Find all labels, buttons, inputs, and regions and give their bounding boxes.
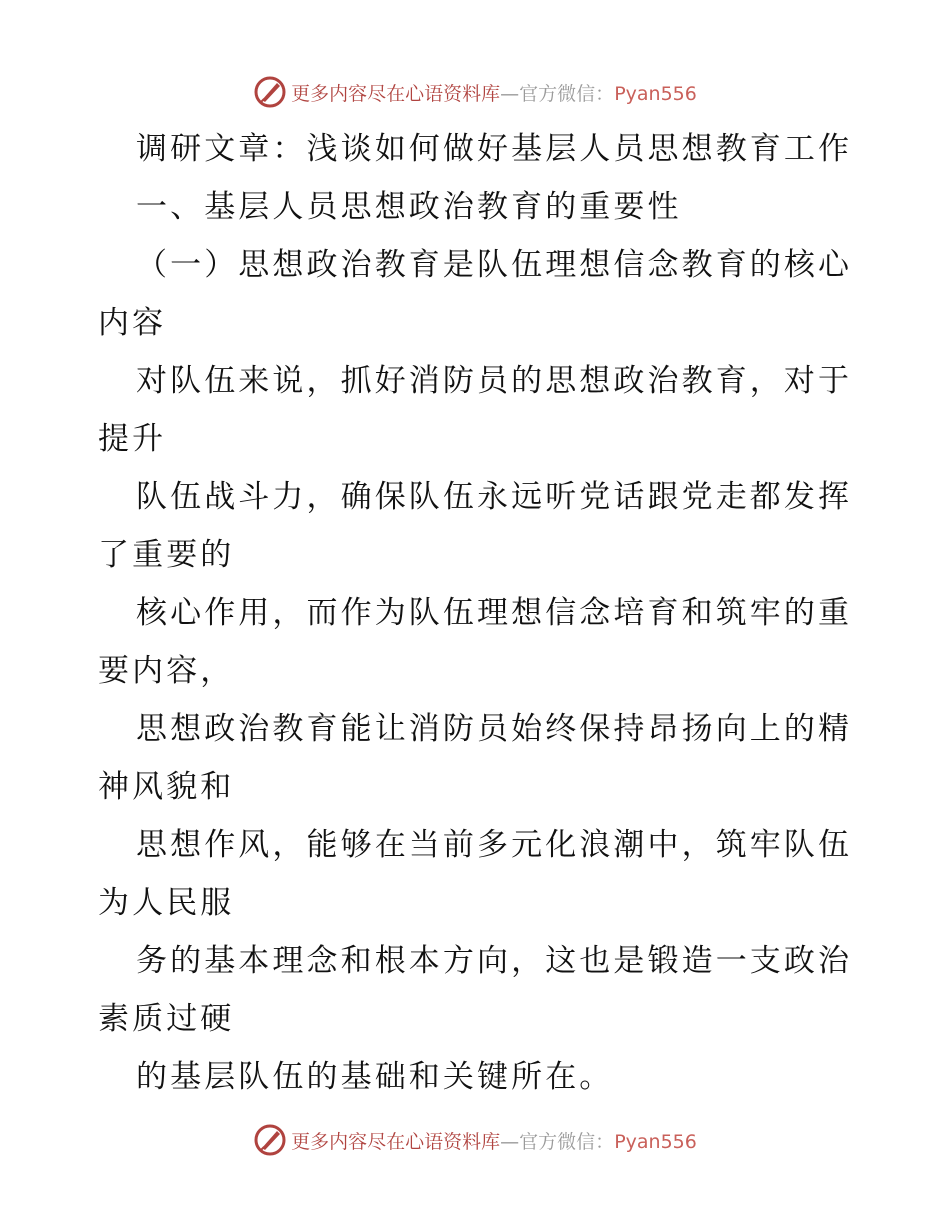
text-line: 素质过硬 <box>98 1001 235 1037</box>
text-line: 了重要的 <box>98 537 235 573</box>
text-line: 神风貌和 <box>98 769 235 805</box>
quill-circle-logo-icon <box>253 1123 287 1157</box>
text-line: 内容 <box>98 305 167 341</box>
text-line: 思想作风，能够在当前多元化浪潮中，筑牢队伍 <box>136 827 853 863</box>
header-watermark-text: 更多内容尽在心语资料库—官方微信：Pyan556 <box>291 82 697 105</box>
footer-watermark <box>0 1120 950 1160</box>
header-watermark <box>0 72 950 112</box>
footer-watermark-text: 更多内容尽在心语资料库—官方微信：Pyan556 <box>291 1130 697 1153</box>
text-line: 思想政治教育能让消防员始终保持昂扬向上的精 <box>136 711 853 747</box>
document-body <box>98 120 858 1106</box>
quill-circle-logo-icon <box>253 75 287 109</box>
text-line: 为人民服 <box>98 885 235 921</box>
text-line: 核心作用，而作为队伍理想信念培育和筑牢的重 <box>136 595 853 631</box>
text-line: 要内容， <box>98 653 235 689</box>
text-line: 务的基本理念和根本方向，这也是锻造一支政治 <box>136 943 853 979</box>
text-line: （一）思想政治教育是队伍理想信念教育的核心 <box>136 247 853 283</box>
text-line: 对队伍来说，抓好消防员的思想政治教育，对于 <box>136 363 853 399</box>
text-line: 队伍战斗力，确保队伍永远听党话跟党走都发挥 <box>136 479 853 515</box>
text-line: 调研文章：浅谈如何做好基层人员思想教育工作 <box>136 131 853 167</box>
text-line: 提升 <box>98 421 167 457</box>
text-line: 的基层队伍的基础和关键所在。 <box>136 1059 614 1095</box>
text-line: 一、基层人员思想政治教育的重要性 <box>136 189 682 225</box>
